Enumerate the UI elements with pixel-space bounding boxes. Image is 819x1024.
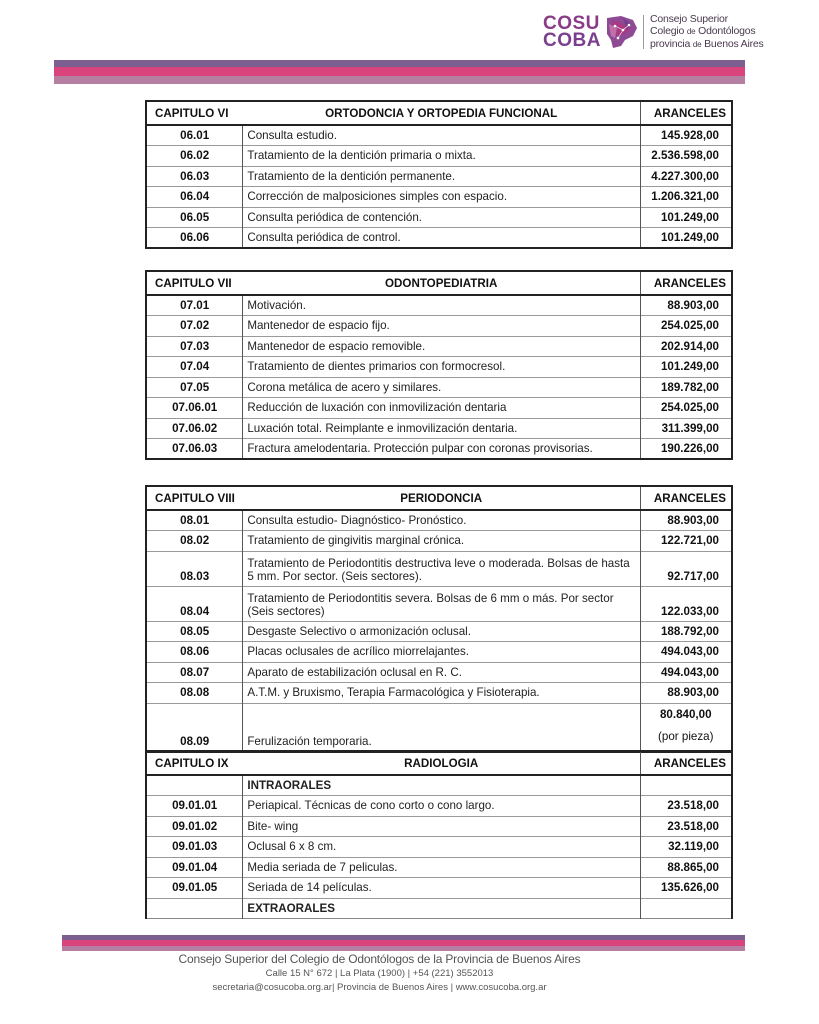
- item-fee: [640, 703, 732, 752]
- table-row: [146, 551, 732, 586]
- footer-address: Calle 15 N° 672 | La Plata (1900) | +54 (221) 3552013: [265, 968, 494, 979]
- item-fee: 101.249,00: [640, 357, 732, 378]
- item-description: Fractura amelodentaria. Protección pulpar con coronas provisorias.: [243, 439, 640, 460]
- item-fee: 101.249,00: [640, 207, 732, 228]
- table-row: [146, 662, 732, 683]
- item-description: Mantenedor de espacio fijo.: [243, 316, 640, 337]
- chapter-title: ODONTOPEDIATRIA: [243, 271, 640, 295]
- fee-column-header: ARANCELES: [640, 271, 732, 295]
- item-description: A.T.M. y Bruxismo, Terapia Farmacológica y Fisioterapia.: [243, 683, 640, 704]
- table-row: [146, 816, 732, 837]
- footer-color-stripe: [62, 935, 745, 951]
- item-code: 08.08: [146, 683, 243, 704]
- footer-contact: secretaria@cosucoba.org.ar| Provincia de Buenos Aires | www.cosucoba.org.ar: [212, 982, 547, 993]
- table-row: [146, 418, 732, 439]
- fee-table-capitulo-vii: [145, 270, 733, 460]
- table-row: [146, 796, 732, 817]
- item-description: Tratamiento de la dentición primaria o mixta.: [243, 146, 640, 167]
- item-fee: 122.033,00: [640, 586, 732, 621]
- table-row: [146, 837, 732, 858]
- item-fee: 135.626,00: [640, 878, 732, 899]
- table-row: [146, 207, 732, 228]
- item-description: Consulta periódica de control.: [243, 228, 640, 249]
- item-description: Consulta periódica de contención.: [243, 207, 640, 228]
- item-description: Ferulización temporaria.: [243, 703, 640, 752]
- item-code: 09.01.02: [146, 816, 243, 837]
- item-code: 06.06: [146, 228, 243, 249]
- item-code: 06.02: [146, 146, 243, 167]
- item-description: Corona metálica de acero y similares.: [243, 377, 640, 398]
- item-fee: 190.226,00: [640, 439, 732, 460]
- item-fee: 202.914,00: [640, 336, 732, 357]
- item-code: 07.04: [146, 357, 243, 378]
- item-code: 08.04: [146, 586, 243, 621]
- chapter-title: ORTODONCIA Y ORTOPEDIA FUNCIONAL: [243, 101, 640, 125]
- item-fee: 494.043,00: [640, 662, 732, 683]
- fee-column-header: ARANCELES: [640, 101, 732, 125]
- logo-org-name: [650, 13, 764, 51]
- chapter-label: CAPITULO VI: [146, 101, 243, 125]
- item-description: Consulta estudio.: [247, 129, 337, 142]
- item-description: Reducción de luxación con inmovilización dentaria: [243, 398, 640, 419]
- item-code: 06.03: [146, 166, 243, 187]
- table-row: [146, 398, 732, 419]
- fee-table-capitulo-vi: [145, 100, 733, 249]
- table-row: [146, 377, 732, 398]
- item-description: Oclusal 6 x 8 cm.: [243, 837, 640, 858]
- item-fee: 145.928,00: [640, 125, 732, 146]
- price-amount: 80.840,00: [659, 707, 712, 721]
- item-description: Consulta estudio- Diagnóstico- Pronóstico.: [247, 514, 467, 527]
- item-code: 07.05: [146, 377, 243, 398]
- table-row: [146, 878, 732, 899]
- logo-divider: [643, 15, 644, 49]
- item-description: EXTRAORALES: [243, 898, 640, 919]
- item-code: 08.05: [146, 621, 243, 642]
- item-code: 09.01.04: [146, 857, 243, 878]
- item-code: [146, 898, 243, 919]
- item-fee: 88.865,00: [640, 857, 732, 878]
- item-fee: 23.518,00: [640, 796, 732, 817]
- item-fee: 188.792,00: [640, 621, 732, 642]
- item-code: 09.01.03: [146, 837, 243, 858]
- chapter-title: RADIOLOGIA: [243, 751, 640, 775]
- item-description: Media seriada de 7 peliculas.: [243, 857, 640, 878]
- item-code: 07.01: [146, 295, 243, 316]
- logo-text-line2: Colegio de Odontólogos: [649, 25, 756, 37]
- item-description: Seriada de 14 películas.: [243, 878, 640, 899]
- item-code: 07.06.02: [146, 418, 243, 439]
- stripe-band: [62, 946, 745, 951]
- item-code: 07.06.01: [146, 398, 243, 419]
- item-description: Motivación.: [247, 299, 306, 312]
- item-code: 08.01: [146, 510, 243, 531]
- stripe-band: [54, 60, 745, 67]
- fee-column-header: ARANCELES: [640, 486, 732, 510]
- item-fee: 189.782,00: [640, 377, 732, 398]
- item-code: 08.06: [146, 642, 243, 663]
- section-subheader-row: [146, 898, 732, 919]
- item-description: Tratamiento de Periodontitis destructiva leve o moderada. Bolsas de hasta 5 mm. Por sector. (Seis sectores).: [243, 551, 640, 586]
- fee-table-capitulo-viii: [145, 485, 733, 753]
- logo-text-line1: Consejo Superior: [649, 13, 728, 25]
- item-code: 07.02: [146, 316, 243, 337]
- table-row: [146, 586, 732, 621]
- item-description: Corrección de malposiciones simples con espacio.: [243, 187, 640, 208]
- item-description: Tratamiento de gingivitis marginal crónica.: [243, 531, 640, 552]
- header-color-stripe: [54, 60, 745, 84]
- item-code: 09.01.05: [146, 878, 243, 899]
- table-row: [146, 228, 732, 249]
- item-fee: 101.249,00: [640, 228, 732, 249]
- item-fee: 23.518,00: [640, 816, 732, 837]
- table-row: [146, 357, 732, 378]
- table-row: [146, 146, 732, 167]
- item-code: 08.09: [146, 703, 243, 752]
- table-row: [146, 316, 732, 337]
- item-fee: 92.717,00: [640, 551, 732, 586]
- item-fee: 4.227.300,00: [640, 166, 732, 187]
- stripe-band: [54, 67, 745, 76]
- table-header-row: [146, 101, 732, 125]
- item-code: 06.04: [146, 187, 243, 208]
- item-fee: 494.043,00: [640, 642, 732, 663]
- item-code: 08.07: [146, 662, 243, 683]
- item-fee: 2.536.598,00: [640, 146, 732, 167]
- item-description: Desgaste Selectivo o armonización oclusal.: [243, 621, 640, 642]
- item-description: Periapical. Técnicas de cono corto o cono largo.: [243, 796, 640, 817]
- item-code: 06.05: [146, 207, 243, 228]
- logo-text-line3: provincia de Buenos Aires: [649, 38, 764, 50]
- chapter-label: CAPITULO VIII: [146, 486, 243, 510]
- footer-org-name: Consejo Superior del Colegio de Odontólogos de la Provincia de Buenos Aires: [178, 952, 581, 966]
- item-fee: [640, 775, 732, 796]
- item-fee: 254.025,00: [640, 316, 732, 337]
- item-fee: 254.025,00: [640, 398, 732, 419]
- table-header-row: [146, 486, 732, 510]
- price-note: (por pieza): [658, 729, 714, 743]
- item-fee: 1.206.321,00: [640, 187, 732, 208]
- item-description: Aparato de estabilización oclusal en R. C.: [243, 662, 640, 683]
- item-code: 07.03: [146, 336, 243, 357]
- item-fee: 122.721,00: [640, 531, 732, 552]
- item-code: 07.06.03: [146, 439, 243, 460]
- item-fee: 88.903,00: [640, 295, 732, 316]
- table-row: [146, 703, 732, 752]
- item-description: Tratamiento de la dentición permanente.: [243, 166, 640, 187]
- table-row: [146, 683, 732, 704]
- table-row: [146, 439, 732, 460]
- page-footer: [0, 952, 819, 995]
- table-row: [146, 510, 732, 531]
- table-row: [146, 336, 732, 357]
- item-code: 06.01: [146, 125, 243, 146]
- chapter-label: CAPITULO VII: [146, 271, 243, 295]
- item-description: Placas oclusales de acrílico miorrelajantes.: [243, 642, 640, 663]
- item-fee: 88.903,00: [640, 683, 732, 704]
- stripe-band: [54, 76, 745, 84]
- logo-word-line2: COBA: [543, 30, 601, 51]
- item-code: 08.02: [146, 531, 243, 552]
- chapter-label: CAPITULO IX: [146, 751, 243, 775]
- table-row: [146, 187, 732, 208]
- buenos-aires-map-icon: [603, 14, 639, 50]
- item-description: Tratamiento de Periodontitis severa. Bolsas de 6 mm o más. Por sector (Seis sectores): [243, 586, 640, 621]
- item-code: [146, 775, 243, 796]
- item-description: Luxación total. Reimplante e inmovilización dentaria.: [243, 418, 640, 439]
- table-row: [146, 166, 732, 187]
- fee-table-capitulo-ix: [145, 750, 733, 919]
- item-description: INTRAORALES: [247, 779, 332, 792]
- table-row: [146, 621, 732, 642]
- item-fee: 32.119,00: [640, 837, 732, 858]
- table-row: [146, 125, 732, 146]
- cosucoba-logo: [543, 12, 764, 52]
- table-row: [146, 531, 732, 552]
- item-fee: 311.399,00: [640, 418, 732, 439]
- section-subheader-row: [146, 775, 732, 796]
- logo-word-line1: COSU: [543, 13, 600, 34]
- table-header-row: [146, 271, 732, 295]
- table-header-row: [146, 751, 732, 775]
- item-code: 08.03: [146, 551, 243, 586]
- table-row: [146, 642, 732, 663]
- item-fee: 88.903,00: [640, 510, 732, 531]
- item-code: 09.01.01: [146, 796, 243, 817]
- item-description: Tratamiento de dientes primarios con formocresol.: [243, 357, 640, 378]
- logo-wordmark: [543, 15, 601, 49]
- item-description: Bite- wing: [243, 816, 640, 837]
- fee-column-header: ARANCELES: [640, 751, 732, 775]
- chapter-title: PERIODONCIA: [243, 486, 640, 510]
- item-description: Mantenedor de espacio removible.: [243, 336, 640, 357]
- table-row: [146, 295, 732, 316]
- table-row: [146, 857, 732, 878]
- item-fee: [640, 898, 732, 919]
